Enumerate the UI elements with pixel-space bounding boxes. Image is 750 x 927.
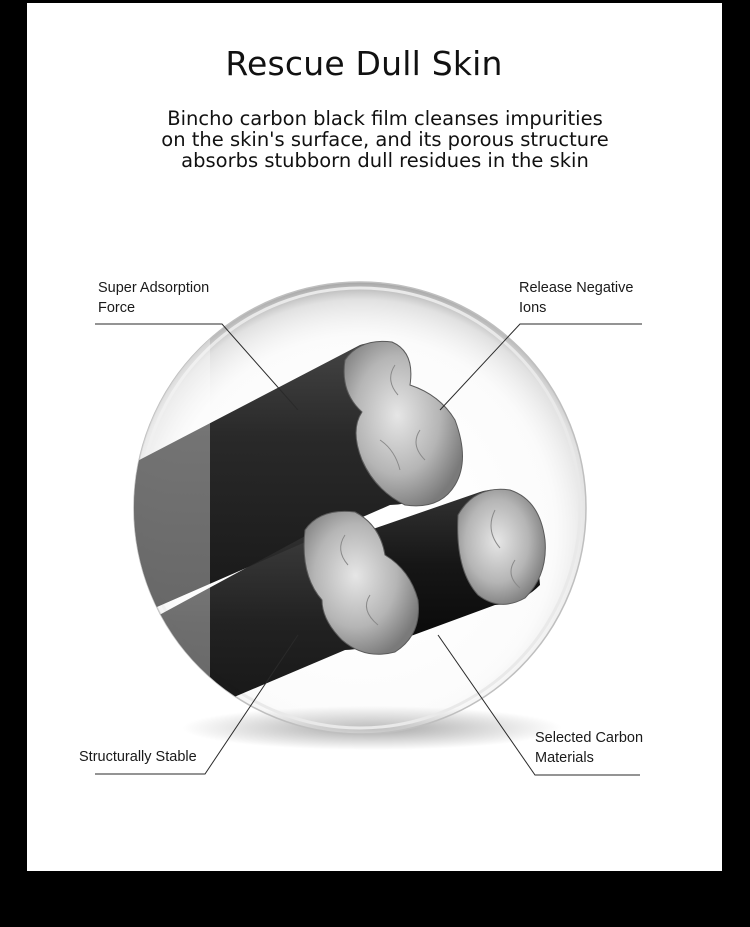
callout-line: Release Negative: [519, 280, 634, 296]
callout-structurally-stable: [79, 747, 197, 767]
description-line: on the skin's surface, and its porous structure: [161, 128, 609, 151]
callout-release-negative-ions: [519, 278, 633, 318]
description-line: Bincho carbon black film cleanses impurities: [167, 107, 603, 130]
description-line: absorbs stubborn dull residues in the skin: [181, 149, 589, 172]
callout-line: Force: [98, 300, 136, 316]
page-title: Rescue Dull Skin: [225, 44, 503, 83]
callout-line: Selected Carbon: [535, 730, 644, 746]
callout-line: Structurally Stable: [79, 749, 197, 765]
callout-line: Ions: [519, 300, 547, 316]
callout-line: Materials: [535, 750, 594, 766]
callout-selected-carbon: [535, 728, 643, 768]
callout-line: Super Adsorption: [98, 280, 210, 296]
callout-super-adsorption: [98, 278, 209, 318]
